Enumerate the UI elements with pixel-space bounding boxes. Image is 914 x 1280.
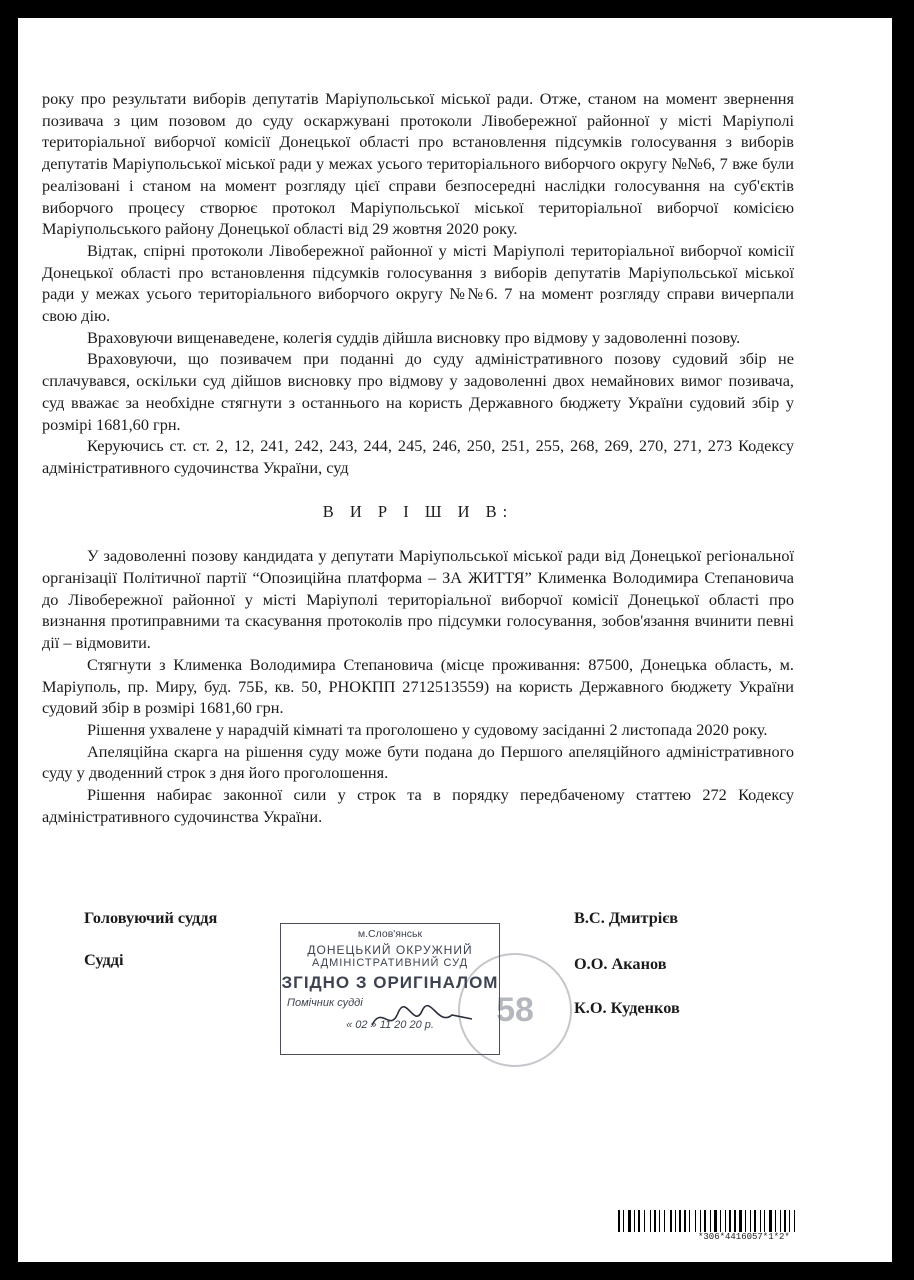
paragraph-2: Відтак, спірні протоколи Лівобережної районної у місті Маріуполі територіальної виборчої комісії Донецької області про встановлення підсумків голосування з виборів депутатів Маріупольської міської ради у межах усього територіального виборчого округу №№6. 7 на момент розгляду справи вичерпали свою дію. [42, 240, 794, 326]
barcode-bar [732, 1210, 733, 1232]
barcode-bar [764, 1210, 765, 1232]
barcode-bar [760, 1210, 761, 1232]
stamp-date: « 02 » 11 20 20 р. [346, 1019, 434, 1031]
barcode-bar [677, 1210, 678, 1232]
barcode-bar [714, 1210, 717, 1232]
barcode-bar [745, 1210, 746, 1232]
round-seal: 58 [458, 953, 572, 1067]
certification-stamp [280, 923, 500, 1055]
barcode-bar [739, 1210, 742, 1232]
paragraph-5: Керуючись ст. ст. 2, 12, 241, 242, 243, 244, 245, 246, 250, 251, 255, 268, 269, 270, 271, 273 Кодексу адміністративного судочинства України, суд [42, 436, 794, 477]
judge-name-3: К.О. Куденков [574, 998, 680, 1017]
barcode-bar [702, 1210, 703, 1232]
barcode-bar [646, 1210, 649, 1232]
barcode-bar [644, 1210, 645, 1232]
barcode-bar [657, 1210, 658, 1232]
barcode-bar [707, 1210, 709, 1232]
barcode-bar [727, 1210, 728, 1232]
document-body [42, 88, 794, 828]
barcode-bar [769, 1210, 772, 1232]
barcode-bar [654, 1210, 656, 1232]
handwritten-signature [368, 1003, 478, 1033]
barcode-bar [704, 1210, 706, 1232]
barcode-bar [628, 1210, 631, 1232]
barcode-bar [659, 1210, 660, 1232]
barcode-bar [691, 1210, 694, 1232]
decision-paragraph-2: Стягнути з Клименка Володимира Степановича (місце проживання: 87500, Донецька область, м. Маріуполь, пр. Миру, буд. 75Б, кв. 50, РНОКПП 2712513559) на користь Державного бюджету України судовий збір в розмірі 1681,60 грн. [42, 654, 794, 718]
barcode-bar [636, 1210, 637, 1232]
decision-paragraph-3: Рішення ухвалене у нарадчій кімнаті та проголошено у судовому засіданні 2 листопада 2020 року. [87, 719, 768, 739]
stamp-court-line2: АДМІНІСТРАТИВНИЙ СУД [311, 957, 469, 969]
barcode-bar [689, 1210, 690, 1232]
barcode-bar [697, 1210, 699, 1232]
barcode-bar [725, 1210, 726, 1232]
barcode-bar [780, 1210, 781, 1232]
barcode-bar [794, 1210, 795, 1232]
barcode-bar [623, 1210, 624, 1232]
barcode-bar [682, 1210, 683, 1232]
stamp-main-text: ЗГІДНО З ОРИГІНАЛОМ [281, 973, 499, 992]
barcode-bar [729, 1210, 731, 1232]
barcode-bar [695, 1210, 696, 1232]
barcode-bar [722, 1210, 724, 1232]
barcode-bar [734, 1210, 736, 1232]
barcode-bar [737, 1210, 738, 1232]
barcode-bar [796, 1210, 798, 1232]
barcode-bar [775, 1210, 776, 1232]
document-page [18, 18, 892, 1262]
barcode-bar [670, 1210, 672, 1232]
barcode-bar [634, 1210, 635, 1232]
barcode-bar [679, 1210, 681, 1232]
barcode-bar [718, 1210, 719, 1232]
barcode-bar [752, 1210, 753, 1232]
barcode-text: *306*4416057*1*2* [698, 1232, 790, 1242]
barcode-bar [684, 1210, 686, 1232]
barcode-bar [652, 1210, 653, 1232]
barcode [618, 1210, 856, 1232]
barcode-bar [787, 1210, 788, 1232]
barcode-bar [773, 1210, 774, 1232]
barcode-bar [743, 1210, 744, 1232]
barcode-bar [766, 1210, 768, 1232]
barcode-bar [754, 1210, 756, 1232]
judges-label: Судді [84, 950, 124, 969]
decision-paragraph-1: У задоволенні позову кандидата у депутати Маріупольської міської ради від Донецької регіональної організації Політичної партії “Опозиційна платформа – ЗА ЖИТТЯ” Клименка Володимира Степановича до Лівобережної районної у місті Маріуполі територіальної виборчої комісії Донецької області про визнання протиправними та скасування протоколів про підсумки голосування, зобов'язання вчинити певні дії – відмовити. [42, 546, 794, 653]
barcode-bar [666, 1210, 669, 1232]
judge-name-2: О.О. Аканов [574, 954, 667, 973]
barcode-bar [757, 1210, 759, 1232]
stamp-court-line1: ДОНЕЦЬКИЙ ОКРУЖНИЙ [307, 943, 473, 957]
barcode-bar [791, 1210, 793, 1232]
presiding-judge-label: Головуючий суддя [84, 908, 218, 927]
barcode-bar [687, 1210, 688, 1232]
barcode-bar [641, 1210, 643, 1232]
barcode-bar [664, 1210, 665, 1232]
barcode-bar [650, 1210, 651, 1232]
paragraph-1: року про результати виборів депутатів Маріупольської міської ради. Отже, станом на момент звернення позивача з цим позовом до суду оскаржувані протоколи Лівобережної районної у місті Маріуполі територіальної виборчої комісії Донецької області про встановлення підсумків голосування з виборів депутатів Маріупольської міської ради у межах усього територіального виборчого округу №№6, 7 вже були реалізовані і станом на момент розгляду цієї справи безпосередні наслідки голосування на суб'єктів виборчого процесу створює протокол Маріупольської міської територіальної виборчої комісією Маріупольського району Донецької області від 29 жовтня 2020 року. [42, 89, 794, 239]
barcode-bar [621, 1210, 622, 1232]
barcode-bar [673, 1210, 674, 1232]
barcode-bar [789, 1210, 790, 1232]
barcode-bar [747, 1210, 749, 1232]
barcode-bar [625, 1210, 627, 1232]
decision-paragraph-4: Апеляційна скарга на рішення суду може бути подана до Першого апеляційного адміністративного суду у дводенний строк з дня його проголошення. [42, 741, 794, 783]
paragraph-3: Враховуючи вищенаведене, колегія суддів дійшла висновку про відмову у задоволенні позову. [87, 327, 741, 347]
barcode-bar [675, 1210, 676, 1232]
decision-paragraph-5: Рішення набирає законної сили у строк та в порядку передбаченому статтею 272 Кодексу адміністративного судочинства України. [42, 785, 794, 826]
barcode-bar [661, 1210, 663, 1232]
barcode-bar [762, 1210, 763, 1232]
stamp-city: м.Слов'янськ [357, 928, 423, 940]
barcode-bar [782, 1210, 783, 1232]
barcode-bar [700, 1210, 701, 1232]
barcode-bar [784, 1210, 786, 1232]
stamp-assistant: Помічник судді [287, 997, 363, 1009]
judge-name-1: В.С. Дмитрієв [574, 908, 679, 927]
barcode-bar [750, 1210, 751, 1232]
barcode-bar [710, 1210, 711, 1232]
paragraph-4: Враховуючи, що позивачем при поданні до суду адміністративного позову судовий збір не сплачувався, оскільки суд дійшов висновку про відмову у задоволенні двох немайнових вимог позивача, суд вважає за необхідне стягнути з останнього на користь Державного бюджету України судовий збір у розмірі 1681,60 грн. [42, 349, 794, 434]
barcode-bar [618, 1210, 620, 1232]
barcode-bar [638, 1210, 640, 1232]
barcode-bar [777, 1210, 779, 1232]
barcode-bar [720, 1210, 721, 1232]
barcode-bar [632, 1210, 633, 1232]
barcode-bar [712, 1210, 713, 1232]
verdict-heading: В И Р І Ш И В: [322, 501, 514, 521]
